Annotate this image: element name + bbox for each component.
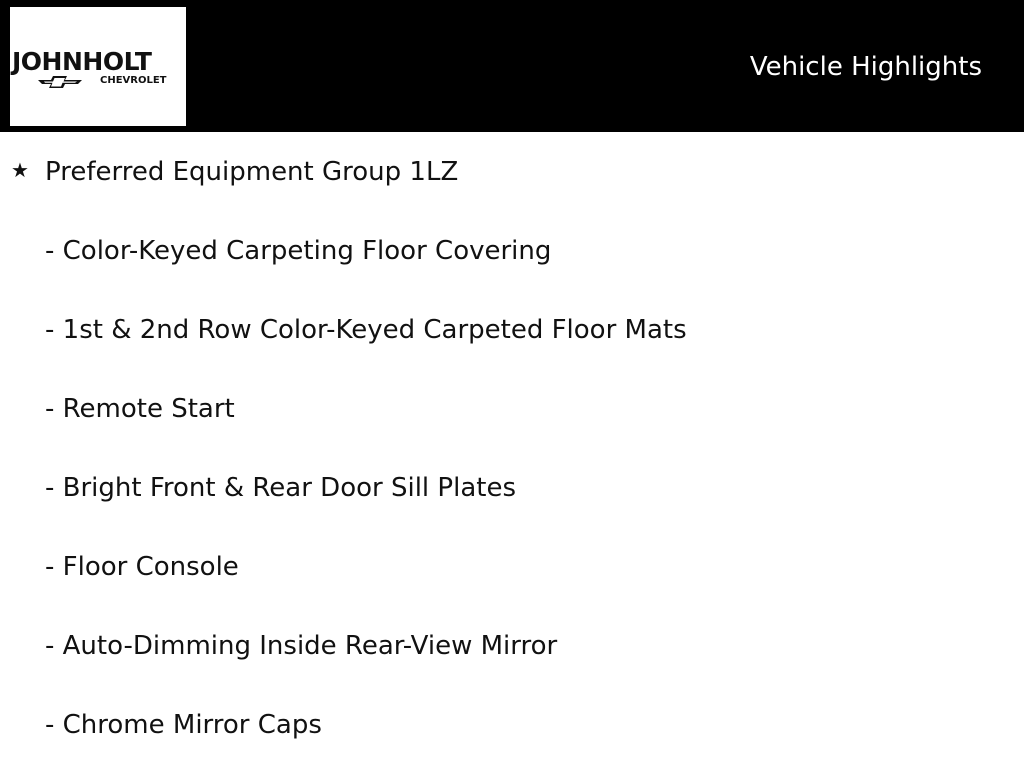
- dealer-logo: [10, 7, 186, 126]
- highlight-group: [0, 154, 1000, 190]
- list-item: - Remote Start: [45, 394, 235, 424]
- page-title: Vehicle Highlights: [749, 52, 982, 82]
- logo-sub-text: CHEVROLET: [100, 75, 167, 86]
- list-item: - Floor Console: [45, 552, 239, 582]
- star-icon: ★: [11, 158, 29, 182]
- header-bar: [0, 0, 1024, 132]
- list-item: - Chrome Mirror Caps: [45, 710, 322, 740]
- logo-main-text: JOHNHOLT: [12, 47, 152, 76]
- list-item: - 1st & 2nd Row Color-Keyed Carpeted Floor Mats: [45, 315, 687, 345]
- list-item: - Auto-Dimming Inside Rear-View Mirror: [45, 631, 558, 661]
- chevrolet-bowtie-icon: [38, 75, 82, 89]
- highlights-list: [0, 132, 1024, 768]
- list-item: - Bright Front & Rear Door Sill Plates: [45, 473, 516, 503]
- group-title: Preferred Equipment Group 1LZ: [45, 157, 459, 187]
- list-item: - Color-Keyed Carpeting Floor Covering: [45, 236, 552, 266]
